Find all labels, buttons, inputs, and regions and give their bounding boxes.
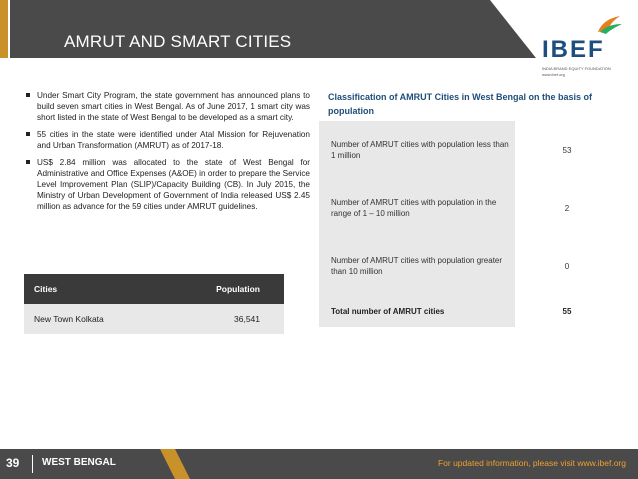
footer-bar [0,449,638,479]
classification-label: Number of AMRUT cities with population greater than 10 million [319,237,515,295]
page-title: AMRUT AND SMART CITIES [64,32,292,51]
bullet-text: US$ 2.84 million was allocated to the state of West Bengal for Administrative and Office Expenses (A&OE) in order to prepare the Service Level Improvement Plan (SLIP)/Capacity Building (CB). In July 2015, the Ministry of Urban Development of Government of India released US$ 2.45 million as advance for the 59 cities under AMRUT guidelines. [37,158,310,211]
classification-table [319,121,619,327]
table-row [319,237,619,295]
title-banner [0,0,536,95]
table-row [319,179,619,237]
logo-wordmark: IBEF [542,36,605,63]
ibef-logo [540,14,635,77]
bullet-square-icon [26,160,30,164]
bird-icon [540,14,635,38]
classification-title: Classification of AMRUT Cities in West Bengal on the basis of population [328,92,593,116]
column-header-cities: Cities [24,274,163,304]
city-name-cell: New Town Kolkata [24,304,163,334]
bullet-item [24,129,310,151]
column-header-population: Population [163,274,284,304]
total-label: Total number of AMRUT cities [319,295,515,327]
bullet-text: Under Smart City Program, the state government has announced plans to build seven smart cities in West Bengal. As of June 2017, 1 smart city was short listed in the state of West Bengal to be developed as a smart city. [37,91,310,122]
bullet-list [24,90,310,218]
table-row [24,304,284,334]
footer-link[interactable]: For updated information, please visit www.ibef.org [437,458,626,468]
state-name: WEST BENGAL [42,457,116,468]
logo-tagline: INDIA BRAND EQUITY FOUNDATION [542,66,611,71]
bullet-item [24,157,310,212]
classification-value: 0 [515,237,619,295]
classification-value: 2 [515,179,619,237]
bullet-square-icon [26,132,30,136]
total-value: 55 [515,295,619,327]
footer-divider [32,455,33,473]
logo-url: www.ibef.org [542,72,565,77]
table-header-row [24,274,284,304]
bullet-text: 55 cities in the state were identified under Atal Mission for Rejuvenation and Urban Transformation (AMRUT) as of 2017-18. [37,130,310,150]
page-number: 39 [6,456,20,470]
bullet-square-icon [26,93,30,97]
classification-label: Number of AMRUT cities with population less than 1 million [319,121,515,179]
table-row [319,121,619,179]
classification-label: Number of AMRUT cities with population in the range of 1 – 10 million [319,179,515,237]
total-row [319,295,619,327]
classification-value: 53 [515,121,619,179]
bullet-item [24,90,310,123]
smart-city-table [24,274,284,334]
population-cell: 36,541 [163,304,284,334]
